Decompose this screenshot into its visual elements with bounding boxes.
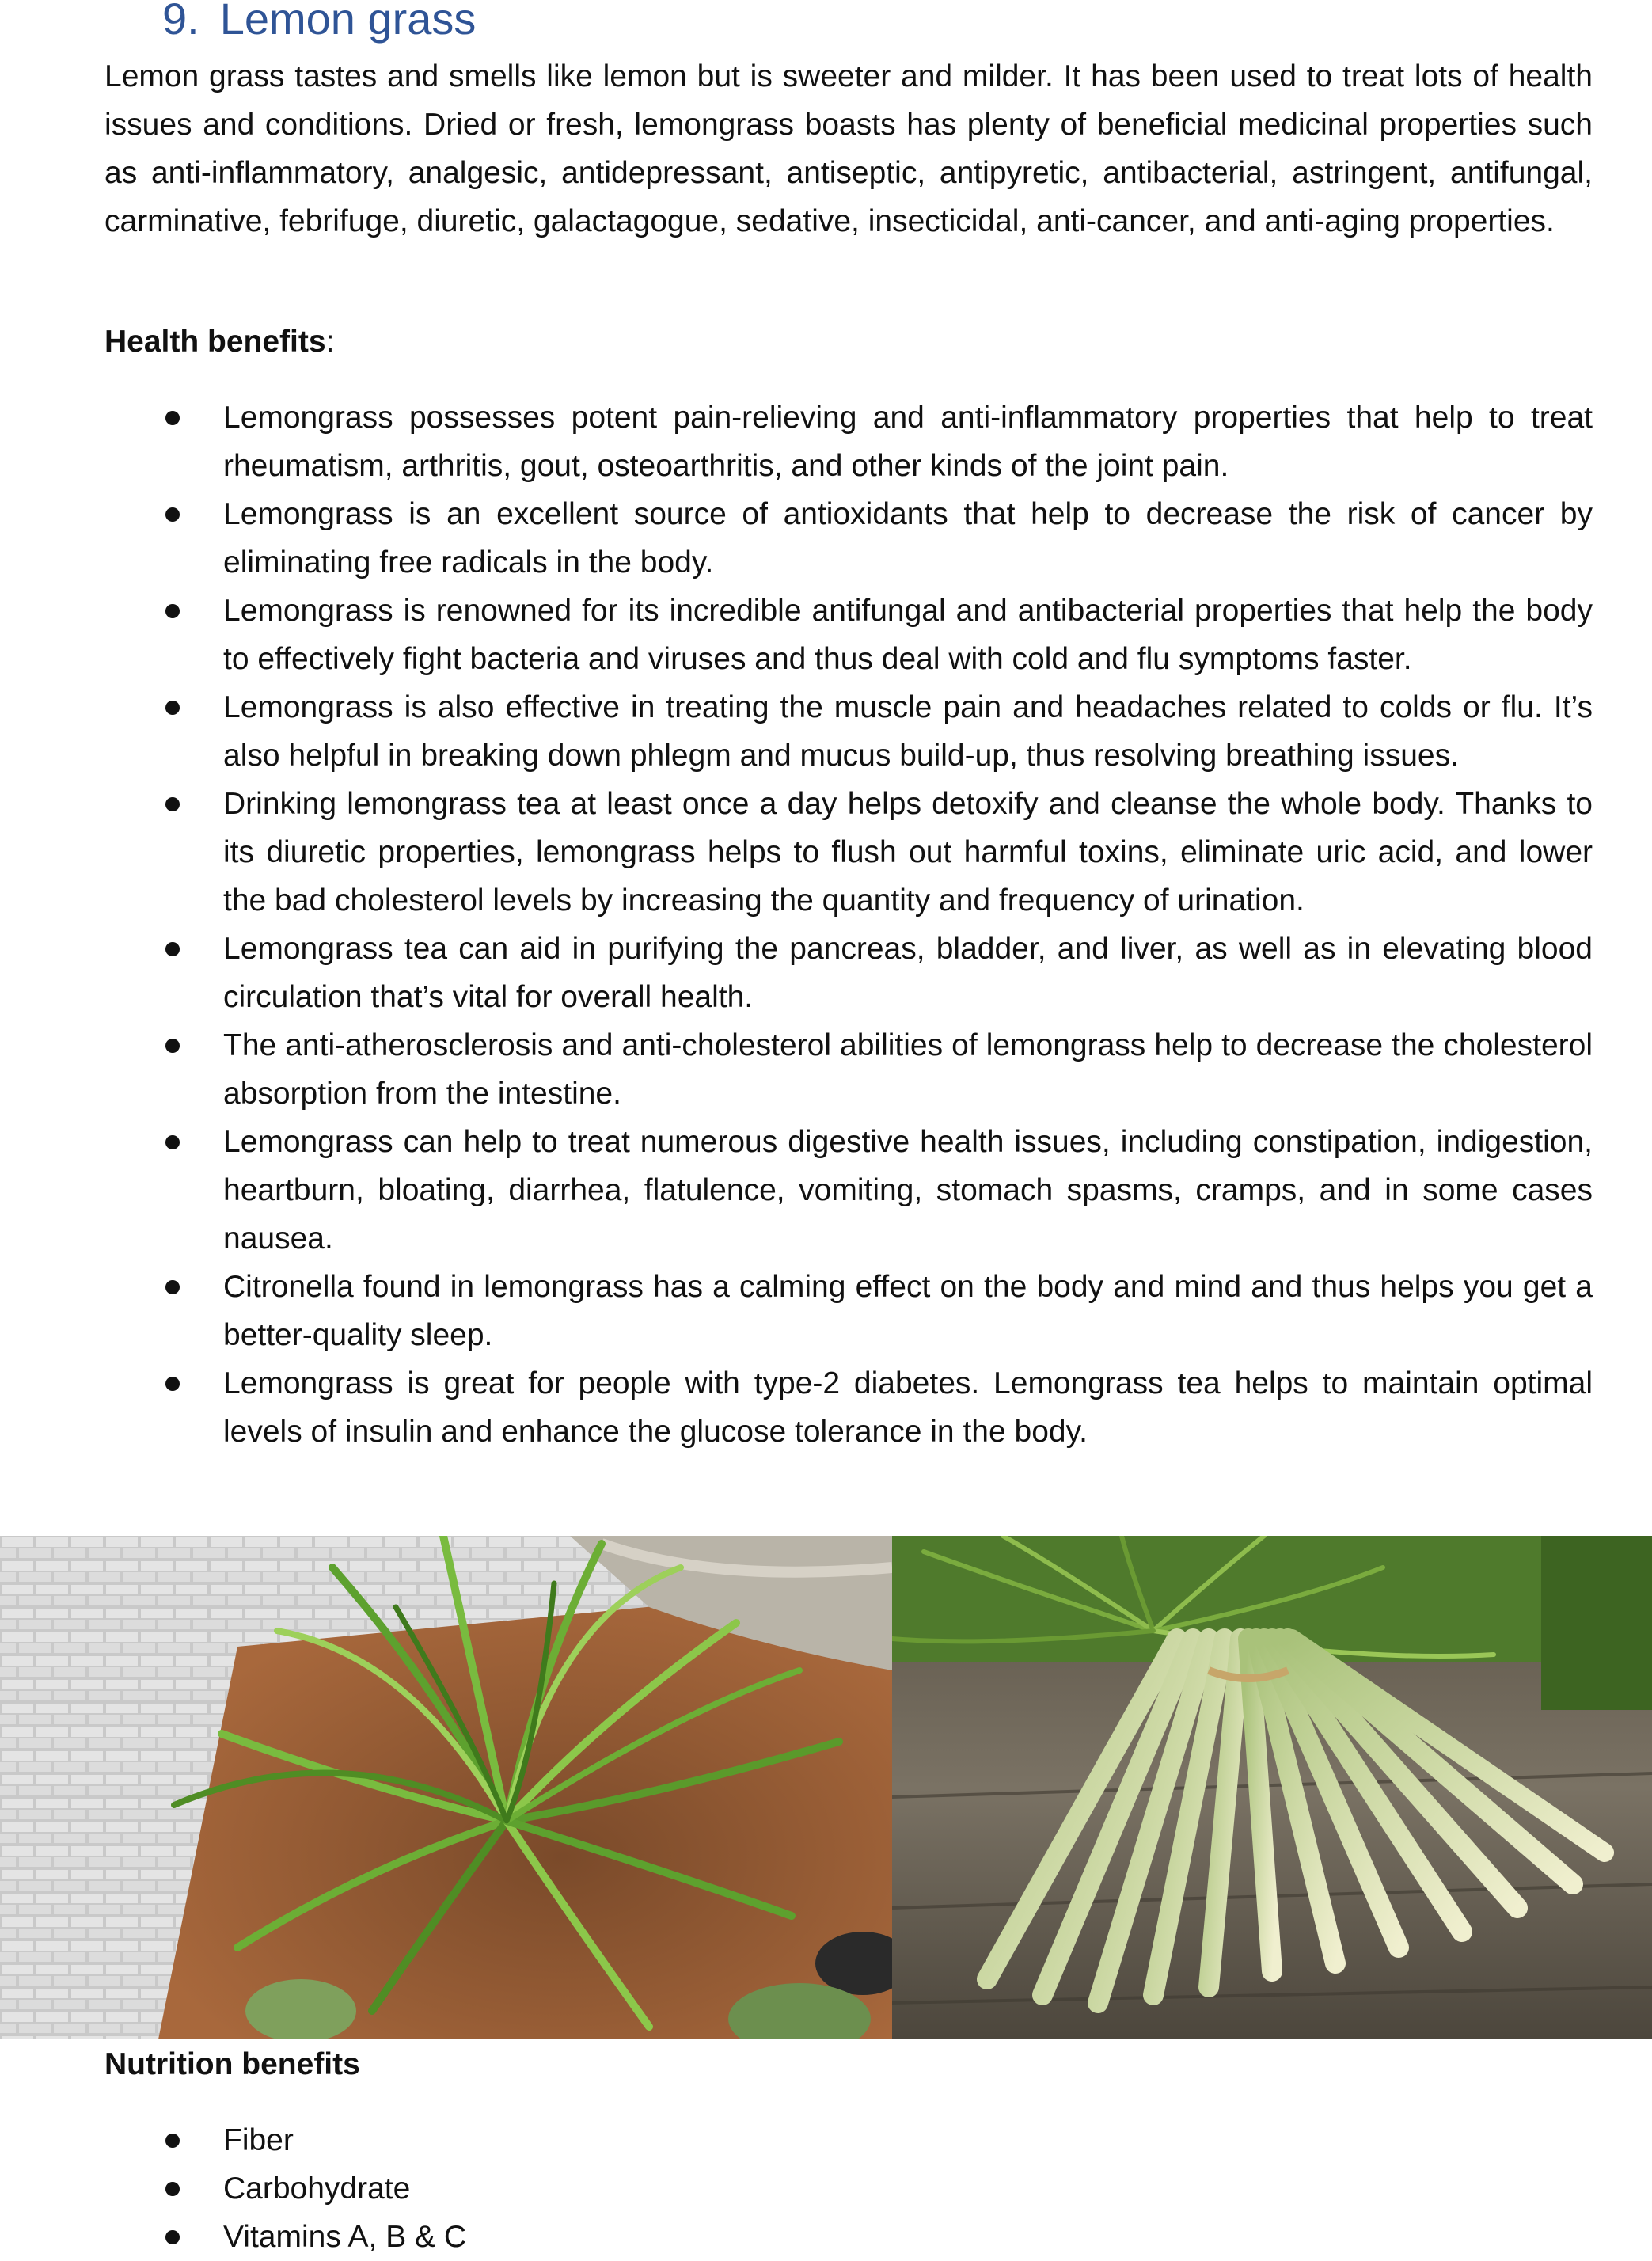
list-item <box>0 587 1593 683</box>
bullet-icon <box>165 2230 180 2244</box>
section-number: 9. <box>162 0 199 44</box>
bullet-icon <box>165 507 180 522</box>
list-item-text: Lemongrass can help to treat numerous digestive health issues, including constipation, indigestion, heartburn, bloating, diarrhea, flatulence, vomiting, stomach spasms, cramps, and in some cases nausea. <box>223 1125 1593 1256</box>
bullet-icon <box>165 1039 180 1053</box>
lemongrass-plant-photo <box>0 1536 892 2039</box>
bullet-icon <box>165 411 180 425</box>
list-item <box>0 490 1593 587</box>
list-item-text: Vitamins A, B & C <box>223 2220 467 2254</box>
section-title <box>162 0 476 49</box>
list-item-text: Citronella found in lemongrass has a calming effect on the body and mind and thus helps you get a better-quality sleep. <box>223 1270 1593 1352</box>
list-item-text: Drinking lemongrass tea at least once a day helps detoxify and cleanse the whole body. Thanks to its diuretic properties, lemongrass helps to flush out harmful toxins, eliminate uric acid, and lower the bad cholesterol levels by increasing the quantity and frequency of urination. <box>223 787 1593 918</box>
health-benefits-list <box>0 393 1593 1456</box>
nutrition-heading-text: Nutrition benefits <box>104 2047 360 2081</box>
list-item <box>0 925 1593 1021</box>
list-item <box>0 1359 1593 1456</box>
list-item-text: Lemongrass is renowned for its incredible antifungal and antibacterial properties that help the body to effectively fight bacteria and viruses and thus deal with cold and flu symptoms faster. <box>223 594 1593 676</box>
health-heading-colon: : <box>325 325 335 359</box>
list-item <box>0 393 1593 490</box>
section-title-text: Lemon grass <box>219 0 477 44</box>
health-heading-text: Health benefits <box>104 325 326 359</box>
nutrition-benefits-heading <box>104 2040 360 2088</box>
bullet-icon <box>165 1280 180 1294</box>
bullet-icon <box>165 701 180 715</box>
list-item-text: Lemongrass is also effective in treating the muscle pain and headaches related to colds or flu. It’s also helpful in breaking down phlegm and mucus build-up, thus resolving breathing issues. <box>223 690 1593 773</box>
list-item <box>0 1263 1593 1359</box>
list-item <box>0 1118 1593 1263</box>
bullet-icon <box>165 2134 180 2148</box>
list-item-text: Fiber <box>223 2123 294 2157</box>
lemongrass-bundle-photo <box>892 1536 1652 2039</box>
bullet-icon <box>165 797 180 811</box>
nutrition-benefits-list <box>0 2116 466 2261</box>
list-item-text: The anti-atherosclerosis and anti-cholesterol abilities of lemongrass help to decrease the cholesterol absorption from the intestine. <box>223 1028 1593 1111</box>
list-item <box>0 2164 466 2213</box>
list-item-text: Carbohydrate <box>223 2172 411 2206</box>
list-item-text: Lemongrass is great for people with type-2 diabetes. Lemongrass tea helps to maintain optimal levels of insulin and enhance the glucose tolerance in the body. <box>223 1366 1593 1449</box>
list-item-text: Lemongrass possesses potent pain-relieving and anti-inflammatory properties that help to treat rheumatism, arthritis, gout, osteoarthritis, and other kinds of the joint pain. <box>223 401 1593 483</box>
list-item <box>0 683 1593 780</box>
list-item <box>0 2213 466 2261</box>
list-item-text: Lemongrass tea can aid in purifying the pancreas, bladder, and liver, as well as in elevating blood circulation that’s vital for overall health. <box>223 932 1593 1014</box>
bullet-icon <box>165 1377 180 1391</box>
bullet-icon <box>165 2182 180 2196</box>
bullet-icon <box>165 1135 180 1150</box>
list-item-text: Lemongrass is an excellent source of antioxidants that help to decrease the risk of cancer by eliminating free radicals in the body. <box>223 497 1593 580</box>
list-item <box>0 2116 466 2164</box>
bullet-icon <box>165 604 180 618</box>
bullet-icon <box>165 942 180 956</box>
health-benefits-heading <box>104 317 334 366</box>
intro-paragraph: Lemon grass tastes and smells like lemon but is sweeter and milder. It has been used to treat lots of health issues and conditions. Dried or fresh, lemongrass boasts has plenty of beneficial medicinal properties such as anti-inflammatory, analgesic, antidepressant, antiseptic, antipyretic, antibacterial, astringent, antifungal, carminative, febrifuge, diuretic, galactagogue, sedative, insecticidal, anti-cancer, and anti-aging properties. <box>104 59 1593 238</box>
list-item <box>0 1021 1593 1118</box>
list-item <box>0 780 1593 925</box>
